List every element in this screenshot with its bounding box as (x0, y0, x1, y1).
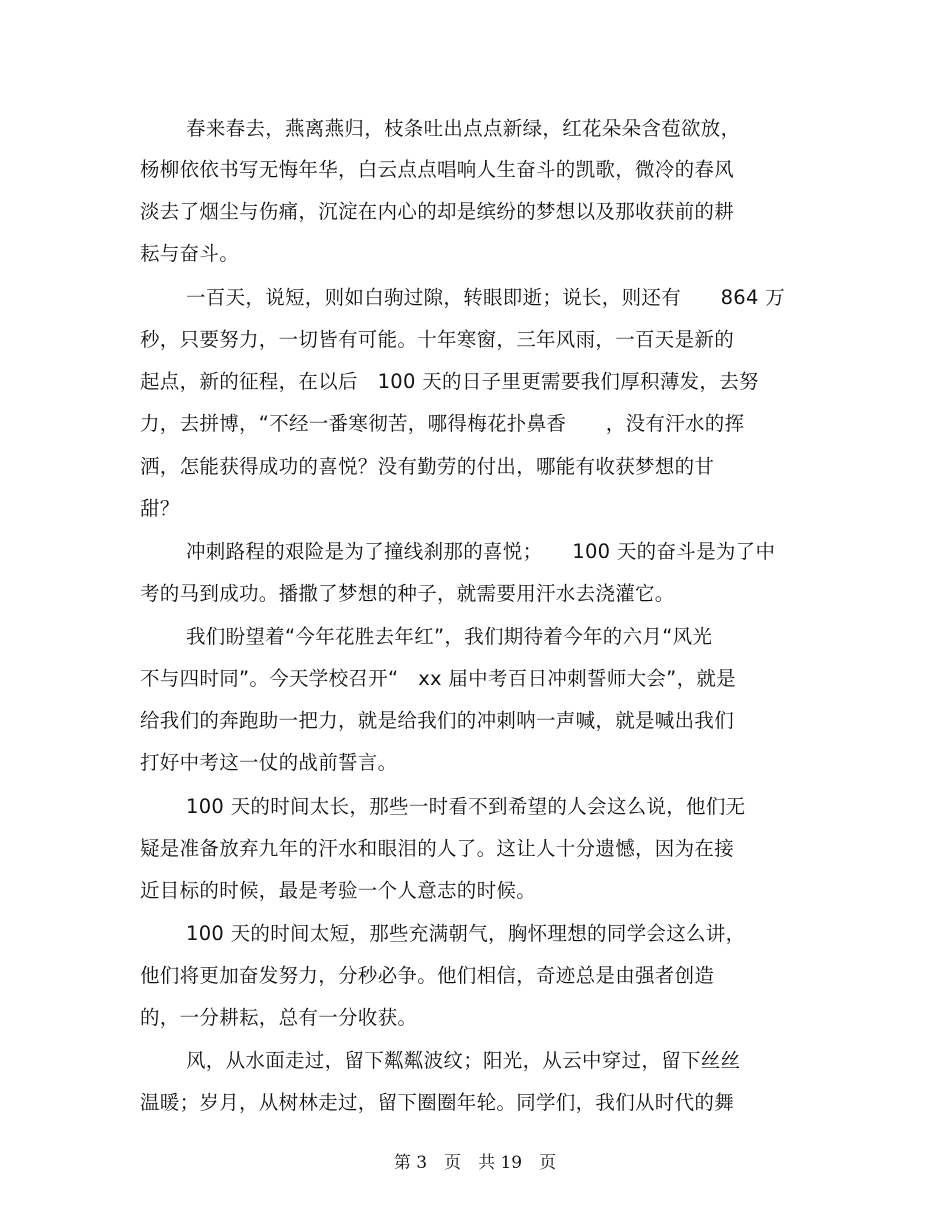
paragraph-line: 杨柳依依书写无悔年华，白云点点唱响人生奋斗的凯歌，微冷的春风 (140, 158, 735, 181)
paragraph-line: 100 天的时间太短，那些充满朝气，胸怀理想的同学会这么讲， (186, 922, 746, 945)
paragraph-line: 淡去了烟尘与伤痛，沉淀在内心的却是缤纷的梦想以及那收获前的耕 (140, 200, 735, 223)
paragraph-line: 打好中考这一仗的战前誓言。 (140, 751, 398, 774)
paragraph-line: 春来春去，燕离燕归，枝条吐出点点新绿，红花朵朵含苞欲放， (186, 117, 741, 140)
paragraph-line: 一百天，说短，则如白驹过隙，转眼即逝；说长，则还有 864 万 (186, 286, 786, 309)
paragraph-line: 秒，只要努力，一切皆有可能。十年寒窗，三年风雨，一百天是新的 (140, 328, 735, 351)
paragraph-line: 甜？ (140, 497, 180, 520)
paragraph-line: 我们盼望着“今年花胜去年红”，我们期待着今年的六月“风光 (186, 625, 713, 648)
paragraph-line: 耘与奋斗。 (140, 242, 240, 265)
paragraph-line: 近目标的时候，最是考验一个人意志的时候。 (140, 879, 537, 902)
page-number: 第 3 页 共 19 页 (393, 1153, 557, 1173)
paragraph-line: 给我们的奔跑助一把力，就是给我们的冲刺呐一声喊，就是喊出我们 (140, 709, 735, 732)
paragraph-line: 他们将更加奋发努力，分秒必争。他们相信，奇迹总是由强者创造 (140, 964, 715, 987)
paragraph-line: 洒，怎能获得成功的喜悦？没有勤劳的付出，哪能有收获梦想的甘 (140, 455, 715, 478)
paragraph-line: 的，一分耕耘，总有一分收获。 (140, 1006, 418, 1029)
paragraph-line: 考的马到成功。播撒了梦想的种子，就需要用汗水去浇灌它。 (140, 582, 675, 605)
paragraph-line: 疑是准备放弃九年的汗水和眼泪的人了。这让人十分遗憾，因为在接 (140, 837, 735, 860)
paragraph-line: 起点，新的征程，在以后 100 天的日子里更需要我们厚积薄发，去努 (140, 370, 759, 393)
paragraph-line: 冲刺路程的艰险是为了撞线刹那的喜悦； 100 天的奋斗是为了中 (186, 540, 776, 563)
paragraph-line: 力，去拼博，“不经一番寒彻苦，哪得梅花扑鼻香 ，没有汗水的挥 (140, 412, 745, 435)
paragraph-line: 不与四时同”。今天学校召开“ xx 届中考百日冲刺誓师大会”，就是 (140, 667, 736, 690)
paragraph-line: 100 天的时间太长，那些一时看不到希望的人会这么说，他们无 (186, 795, 746, 818)
paragraph-line: 温暖；岁月，从树林走过，留下圈圈年轮。同学们，我们从时代的舞 (140, 1091, 735, 1114)
paragraph-line: 风，从水面走过，留下粼粼波纹；阳光，从云中穿过，留下丝丝 (186, 1049, 741, 1072)
